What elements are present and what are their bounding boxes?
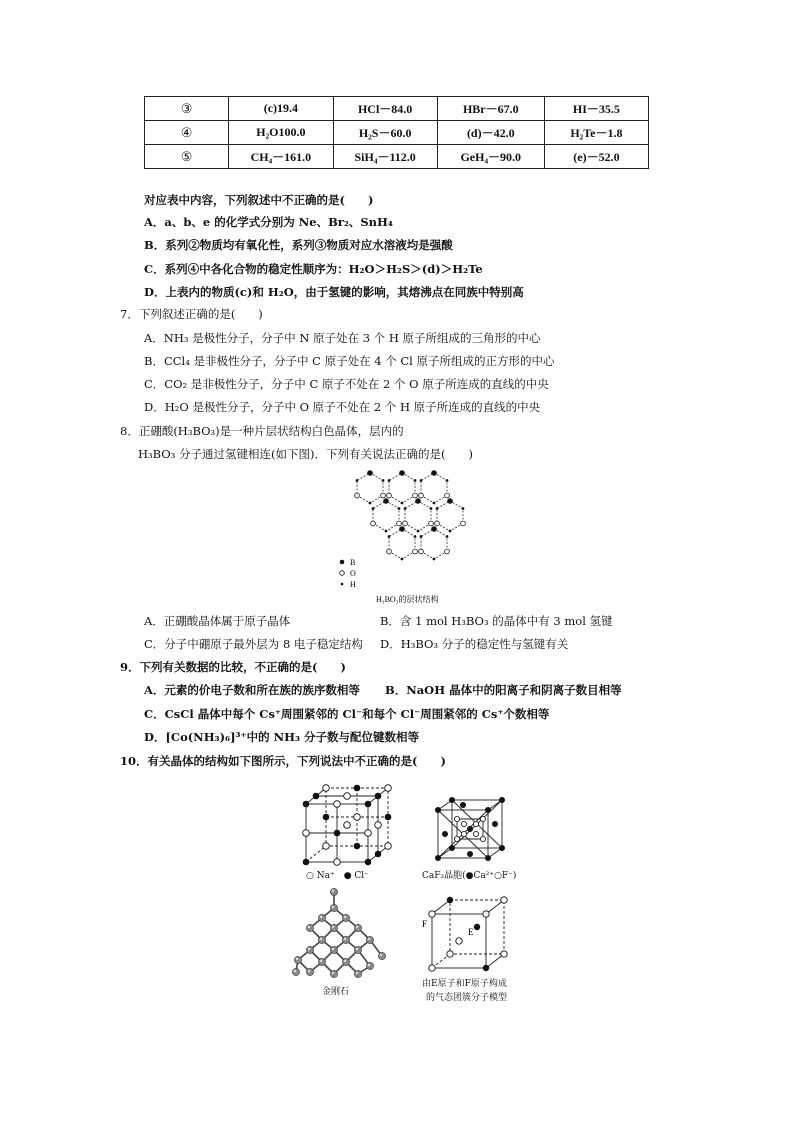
q7-stem: 7．下列叙述正确的是( ) [120, 307, 263, 321]
q6-option-d: D．上表内的物质(c)和 H₂O，由于氢键的影响，其熔沸点在同族中特别高 [144, 285, 524, 299]
q7-option-d: D．H₂O 是极性分子，分子中 O 原子不处在 2 个 H 原子所连成的直线的中央 [144, 400, 541, 414]
legend-b-label: B [350, 558, 356, 567]
boric-acid-caption: H₃BO₃的层状结构 [376, 595, 439, 604]
q8-option-a: A．正硼酸晶体属于原子晶体 [144, 614, 291, 628]
table-cell: CH₄－161.0 [229, 145, 333, 169]
table-cell: H₂O100.0 [229, 121, 333, 145]
nacl-cell-figure [298, 784, 398, 868]
series-number-cell: ⑤ [145, 145, 229, 169]
q9-stem: 9．下列有关数据的比较，不正确的是( ) [120, 660, 346, 674]
nacl-legend-caption: ○ Na⁺ ● Cl⁻ [306, 871, 369, 881]
table-cell: GeH₄－90.0 [437, 145, 544, 169]
table-cell: SiH₄－112.0 [333, 145, 437, 169]
q8-option-c: C．分子中硼原子最外层为 8 电子稳定结构 [144, 637, 363, 651]
table-row [145, 121, 649, 145]
diamond-structure-figure [286, 886, 396, 982]
q7-option-b: B．CCl₄ 是非极性分子，分子中 C 原子处在 4 个 Cl 原子所组成的正方形的中心 [144, 354, 555, 368]
q6-option-b: B．系列②物质均有氧化性，系列③物质对应水溶液均是强酸 [144, 238, 453, 252]
q10-stem: 10．有关晶体的结构如下图所示，下列说法中不正确的是( ) [120, 754, 446, 768]
table-row [145, 97, 649, 121]
boric-acid-layer-figure [330, 466, 490, 616]
q8-option-d: D．H₃BO₃ 分子的稳定性与氢键有关 [380, 637, 569, 651]
table-cell: HBr－67.0 [437, 97, 544, 121]
table-cell: HCl－84.0 [333, 97, 437, 121]
table-row [145, 145, 649, 169]
q7-option-a: A．NH₃ 是极性分子，分子中 N 原子处在 3 个 H 原子所组成的三角形的中心 [144, 331, 541, 345]
figure-legend [340, 558, 356, 589]
label-f: F [422, 919, 428, 929]
table-cell: (e)－52.0 [544, 145, 648, 169]
series-number-cell: ③ [145, 97, 229, 121]
q7-option-c: C．CO₂ 是非极性分子，分子中 C 原子不处在 2 个 O 原子所连成的直线的中央 [144, 377, 549, 391]
table-cell: H₂S－60.0 [333, 121, 437, 145]
cluster-caption-line2: 的气态团簇分子模型 [426, 993, 508, 1003]
q6-stem: 对应表中内容，下列叙述中不正确的是( ) [144, 193, 374, 207]
table-cell: HI－35.5 [544, 97, 648, 121]
q9-option-a: A．元素的价电子数和所在族的族序数相等 [144, 683, 360, 697]
cluster-caption-line1: 由E原子和F原子构成 [422, 979, 507, 989]
q8-stem-line2: H₃BO₃ 分子通过氢键相连(如下图)．下列有关说法正确的是( ) [138, 447, 473, 461]
series-number-cell: ④ [145, 121, 229, 145]
table-cell: (d)－42.0 [437, 121, 544, 145]
q6-option-a: A．a、b、e 的化学式分别为 Ne、Br₂、SnH₄ [144, 215, 393, 229]
caf2-cell-figure [432, 796, 508, 862]
table-cell: (c)19.4 [229, 97, 333, 121]
label-e: E [468, 927, 474, 937]
data-table [144, 96, 649, 169]
data-table-container [144, 96, 649, 169]
q9-option-c: C．CsCl 晶体中每个 Cs⁺周围紧邻的 Cl⁻和每个 Cl⁻周围紧邻的 Cs⁺个数相等 [144, 707, 550, 721]
cluster-molecule-figure [420, 896, 520, 972]
legend-o-label: O [350, 569, 356, 578]
caf2-caption: CaF₂晶胞(●Ca²⁺○F⁻) [422, 871, 517, 881]
table-cell: H₂Te－1.8 [544, 121, 648, 145]
q8-stem-line1: 8．正硼酸(H₃BO₃)是一种片层状结构白色晶体，层内的 [120, 424, 404, 438]
diamond-caption: 金刚石 [322, 987, 350, 997]
q9-option-b: B．NaOH 晶体中的阳离子和阴离子数目相等 [385, 683, 622, 697]
legend-h-label: H [350, 580, 356, 589]
q9-option-d: D．[Co(NH₃)₆]³⁺中的 NH₃ 分子数与配位键数相等 [144, 730, 420, 744]
q8-option-b: B．含 1 mol H₃BO₃ 的晶体中有 3 mol 氢键 [380, 614, 613, 628]
q6-option-c: C．系列④中各化合物的稳定性顺序为：H₂O＞H₂S＞(d)＞H₂Te [144, 262, 483, 276]
